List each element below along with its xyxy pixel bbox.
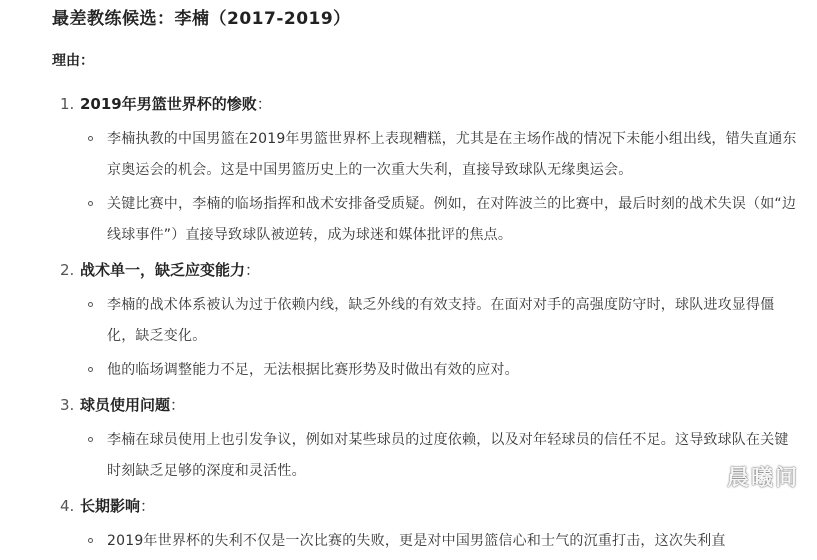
list-item-2 bbox=[0, 254, 817, 386]
list-item-heading bbox=[0, 88, 817, 124]
bullet-item bbox=[0, 124, 817, 186]
list-item-title-text: 战术单一，缺乏应变能力 bbox=[80, 261, 246, 279]
list-item-number: 3. bbox=[60, 396, 75, 414]
bullet-text: 关键比赛中，李楠的临场指挥和战术安排备受质疑。例如，在对阵波兰的比赛中，最后时刻的战术失误（如“边线球事件”）直接导致球队被逆转，成为球迷和媒体批评的焦点。 bbox=[107, 196, 797, 243]
bullet-text: 李楠在球员使用上也引发争议，例如对某些球员的过度依赖，以及对年轻球员的信任不足。这导致球队在关键时刻缺乏足够的深度和灵活性。 bbox=[107, 432, 789, 479]
list-item-title-text: 球员使用问题 bbox=[80, 396, 171, 414]
list-item-title bbox=[80, 389, 185, 421]
reason-list bbox=[0, 88, 817, 560]
bullet-text: 2019年世界杯的失利不仅是一次比赛的失败，更是对中国男篮信心和士气的沉重打击，这次失利直 bbox=[107, 533, 726, 549]
bullet-item bbox=[0, 425, 817, 487]
list-item-heading bbox=[0, 389, 817, 425]
list-item-title-text: 2019年男篮世界杯的惨败 bbox=[80, 95, 257, 113]
bullet-text: 李楠的战术体系被认为过于依赖内线，缺乏外线的有效支持。在面对对手的高强度防守时，球队进攻显得僵化，缺乏变化。 bbox=[107, 297, 775, 344]
list-item-colon: ： bbox=[245, 261, 261, 279]
bullet-item bbox=[0, 526, 817, 557]
bullet-circle-icon bbox=[88, 538, 93, 543]
reason-label: 理由： bbox=[52, 53, 94, 69]
list-item-3 bbox=[0, 389, 817, 487]
list-item-4 bbox=[0, 490, 817, 557]
watermark-logo: 晨曦间 bbox=[726, 466, 799, 491]
bullet-circle-icon bbox=[88, 136, 93, 141]
list-item-number: 1. bbox=[60, 95, 75, 113]
list-item-number: 2. bbox=[60, 261, 75, 279]
page-title: 最差教练候选：李楠（2017-2019） bbox=[52, 9, 351, 29]
list-item-colon: ： bbox=[140, 497, 156, 515]
list-item-heading bbox=[0, 490, 817, 526]
bullet-circle-icon bbox=[88, 367, 93, 372]
bullet-item bbox=[0, 355, 817, 386]
list-item-1 bbox=[0, 88, 817, 251]
bullet-item bbox=[0, 290, 817, 352]
bullet-circle-icon bbox=[88, 201, 93, 206]
bullet-text: 李楠执教的中国男篮在2019年男篮世界杯上表现糟糕，尤其是在主场作战的情况下未能小组出线，错失直通东京奥运会的机会。这是中国男篮历史上的一次重大失利，直接导致球队无缘奥运会。 bbox=[107, 131, 797, 178]
list-item-number: 4. bbox=[60, 497, 75, 515]
list-item-title bbox=[80, 490, 155, 522]
list-item-title bbox=[80, 88, 272, 120]
bullet-text: 他的临场调整能力不足，无法根据比赛形势及时做出有效的应对。 bbox=[107, 362, 519, 378]
bullet-circle-icon bbox=[88, 302, 93, 307]
list-item-title bbox=[80, 254, 260, 286]
list-item-colon: ： bbox=[256, 95, 272, 113]
list-item-title-text: 长期影响 bbox=[80, 497, 141, 515]
list-item-colon: ： bbox=[170, 396, 186, 414]
bullet-circle-icon bbox=[88, 437, 93, 442]
bullet-item bbox=[0, 189, 817, 251]
list-item-heading bbox=[0, 254, 817, 290]
